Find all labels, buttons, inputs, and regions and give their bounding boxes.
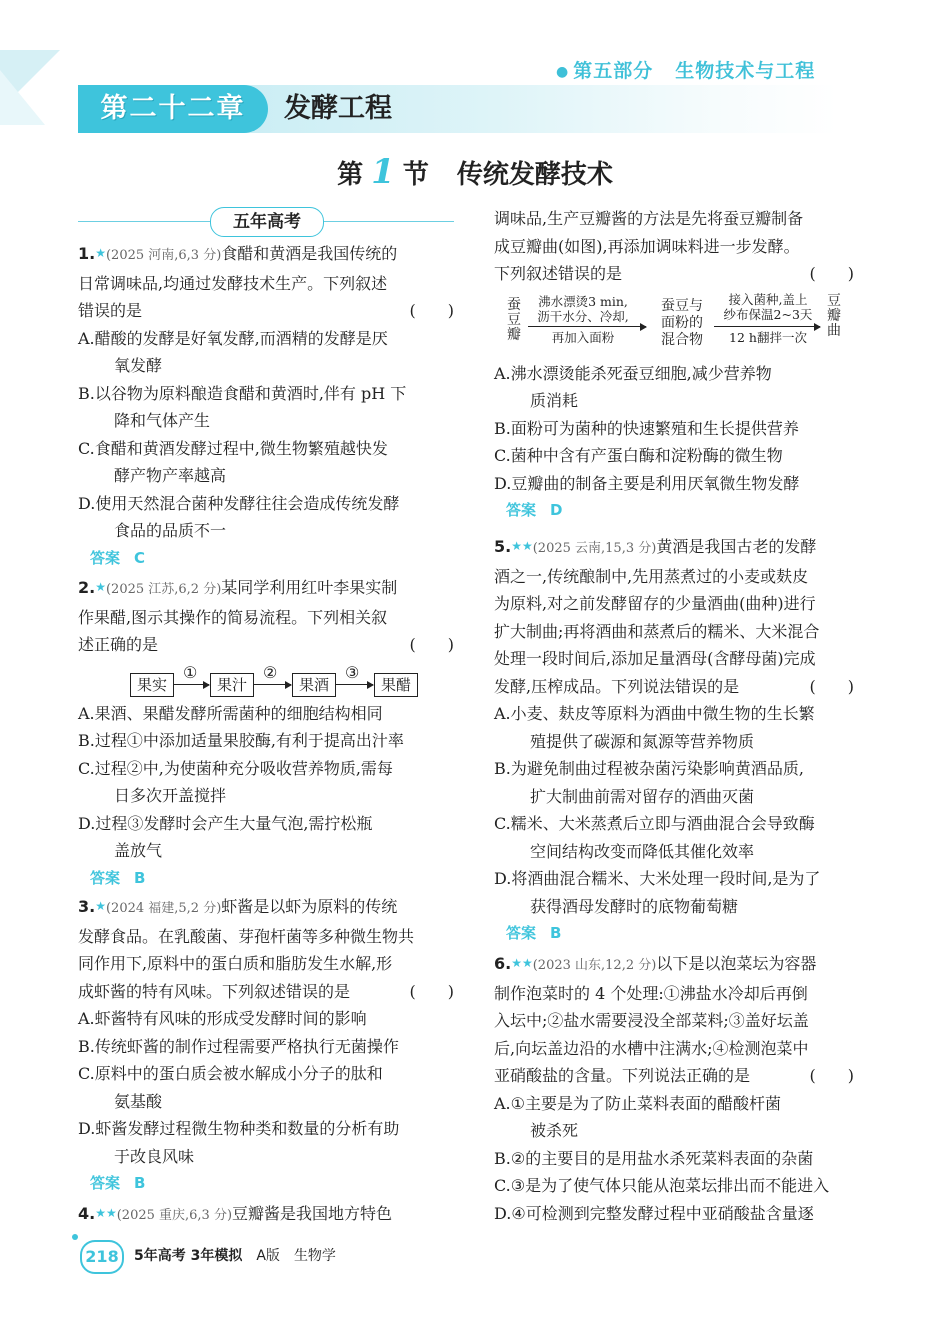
option-c: C.原料中的蛋白质会被水解成小分子的肽和 氨基酸: [78, 1064, 383, 1111]
option-c: C.过程②中,为使菌种充分吸收营养物质,需每 日多次开盖搅拌: [78, 758, 393, 805]
option-a: A.①主要是为了防止菜料表面的醋酸杆菌 被杀死: [494, 1093, 781, 1140]
stem-line: 发酵食品。在乳酸菌、芽孢杆菌等多种微生物共: [78, 926, 415, 946]
option-a: A.小麦、麸皮等原料为酒曲中微生物的生长繁 殖提供了碳源和氮源等营养物质: [494, 704, 815, 751]
page-dot-decoration: [72, 1234, 78, 1240]
flow-start: 蚕豆瓣: [507, 296, 521, 343]
option-a: A.虾酱特有风味的形成受发酵时间的影响: [78, 1009, 367, 1028]
flow-step2-top: 接入菌种,盖上 纱布保温2~3天: [723, 291, 813, 322]
section-title: [0, 152, 950, 192]
stem-line: 作果醋,图示其操作的简易流程。下列相关叙: [78, 607, 388, 627]
question-5: [494, 533, 854, 948]
stem-line: 述正确的是: [78, 635, 159, 654]
option-c: C.③是为了使气体只能从泡菜坛排出而不能进入: [494, 1176, 830, 1195]
answer-paren: ( ): [409, 981, 454, 1001]
question-source: (2024 福建,5,2 分): [105, 901, 222, 916]
option-d: D.虾酱发酵过程微生物种类和数量的分析有助 于改良风味: [78, 1119, 400, 1166]
section-name: 传统发酵技术: [456, 160, 613, 190]
option-a: A.果酒、果醋发酵所需菌种的细胞结构相同: [78, 703, 383, 723]
flow-diagram-douban: [494, 288, 854, 360]
question-3: [78, 893, 454, 1198]
question-number: 1.: [78, 244, 96, 263]
flow-step1-top: 沸水漂烫3 min, 沥干水分、冷却,: [537, 293, 629, 324]
option-b: B.为避免制曲过程被杂菌污染影响黄酒品质, 扩大制曲前需对留存的酒曲灭菌: [494, 759, 804, 806]
stem-line: 成豆瓣曲(如图),再添加调味料进一步发酵。: [494, 236, 800, 256]
question-6: [494, 950, 854, 1227]
answer-paren: ( ): [409, 301, 454, 320]
tag-line-right: [324, 221, 454, 222]
star-icon: ★★: [95, 1206, 117, 1220]
answer-paren: ( ): [809, 1066, 854, 1085]
flow-middle: 蚕豆与 面粉的 混合物: [661, 297, 703, 348]
column-tag: 五年高考: [210, 207, 324, 237]
flow-arrow: ②: [253, 684, 291, 685]
question-number: 4.: [78, 1204, 96, 1223]
star-icon: ★★: [511, 956, 533, 970]
stem-line: 食醋和黄酒是我国传统的: [221, 244, 398, 263]
question-source: (2025 云南,15,3 分): [532, 541, 657, 556]
option-a: A.沸水漂烫能杀死蚕豆细胞,减少营养物 质消耗: [494, 363, 772, 410]
option-b: B.传统虾酱的制作过程需要严格执行无菌操作: [78, 1036, 399, 1056]
flow-arrow: [714, 326, 820, 327]
star-icon: ★: [95, 899, 106, 913]
question-source: (2025 重庆,6,3 分): [116, 1208, 233, 1223]
stem-line: 亚硝酸盐的含量。下列说法正确的是: [494, 1066, 751, 1085]
flow-arrow: ①: [173, 684, 209, 685]
flow-end: 豆瓣曲: [827, 292, 841, 339]
flow-box: 果酒: [292, 673, 336, 697]
page-number: 218: [80, 1240, 124, 1274]
option-d: D.使用天然混合菌种发酵往往会造成传统发酵 食品的品质不一: [78, 493, 400, 540]
flow-step1-bottom: 再加入面粉: [551, 329, 615, 345]
edition: A版: [256, 1248, 280, 1264]
flow-arrow: ③: [335, 684, 373, 685]
option-a: A.醋酸的发酵是好氧发酵,而酒精的发酵是厌 氧发酵: [78, 328, 388, 375]
question-source: (2025 河南,6,3 分): [105, 248, 222, 263]
option-b: B.过程①中添加适量果胶酶,有利于提高出汁率: [78, 731, 404, 750]
answer-paren: ( ): [409, 635, 454, 654]
option-b: B.②的主要目的是用盐水杀死菜料表面的杂菌: [494, 1148, 814, 1168]
option-c: C.食醋和黄酒发酵过程中,微生物繁殖越快发 酵产物产率越高: [78, 438, 388, 485]
question-number: 3.: [78, 897, 96, 916]
stem-line: 下列叙述错误的是: [494, 264, 623, 283]
question-source: (2023 山东,12,2 分): [532, 958, 657, 973]
chapter-label: 第二十二章: [78, 85, 268, 133]
stem-line: 豆瓣酱是我国地方特色: [232, 1204, 393, 1223]
chapter-title: 发酵工程: [284, 93, 392, 124]
stem-line: 错误的是: [78, 301, 143, 320]
question-4-start: [78, 1200, 454, 1230]
flow-step2-bottom: 12 h翻拌一次: [729, 329, 807, 345]
stem-line: 日常调味品,均通过发酵技术生产。下列叙述: [78, 273, 388, 293]
stem-line: 入坛中;②盐水需要浸没全部菜料;③盖好坛盖: [494, 1011, 809, 1030]
answer: 答案 D: [506, 501, 563, 519]
answer: 答案 B: [90, 868, 146, 887]
tag-line-left: [78, 221, 210, 222]
answer: 答案 B: [506, 924, 562, 942]
question-2: [78, 574, 454, 892]
book-title: 5年高考 3年模拟: [134, 1248, 243, 1264]
option-b: B.以谷物为原料酿造食醋和黄酒时,伴有 pH 下 降和气体产生: [78, 383, 407, 430]
stem-line: 调味品,生产豆瓣酱的方法是先将蚕豆瓣制备: [494, 209, 804, 228]
question-number: 2.: [78, 578, 96, 597]
question-4-continued: [494, 205, 854, 525]
stem-line: 处理一段时间后,添加足量酒母(含酵母菌)完成: [494, 649, 816, 668]
flow-arrow: [528, 326, 646, 327]
answer: 答案 B: [90, 1174, 146, 1192]
answer: 答案 C: [90, 548, 146, 567]
star-icon: ★: [95, 246, 106, 260]
stem-line: 发酵,压榨成品。下列说法错误的是: [494, 676, 740, 696]
part-heading: [556, 56, 815, 83]
option-d: D.豆瓣曲的制备主要是利用厌氧微生物发酵: [494, 473, 800, 493]
question-number: 5.: [494, 537, 512, 556]
stem-line: 以下是以泡菜坛为容器: [656, 954, 817, 973]
stem-line: 黄酒是我国古老的发酵: [656, 537, 817, 556]
stem-line: 制作泡菜时的 4 个处理:①沸盐水冷却后再倒: [494, 983, 808, 1003]
section-number: 1: [371, 152, 395, 192]
stem-line: 酒之一,传统酿制中,先用蒸煮过的小麦或麸皮: [494, 566, 809, 586]
question-source: (2025 江苏,6,2 分): [105, 582, 222, 597]
star-icon: ★: [95, 580, 106, 594]
footer-book-info: [134, 1245, 336, 1265]
option-c: C.菌种中含有产蛋白酶和淀粉酶的微生物: [494, 446, 783, 465]
flow-box: 果醋: [374, 673, 418, 697]
part-title: 生物技术与工程: [675, 60, 816, 82]
option-d: D.将酒曲混合糯米、大米处理一段时间,是为了 获得酒母发酵时的底物葡萄糖: [494, 869, 821, 916]
star-icon: ★★: [511, 539, 533, 553]
section-prefix: 第: [337, 160, 364, 190]
answer-paren: ( ): [809, 264, 854, 283]
option-b: B.面粉可为菌种的快速繁殖和生长提供营养: [494, 418, 799, 438]
option-c: C.糯米、大米蒸煮后立即与酒曲混合会导致酶 空间结构改变而降低其催化效率: [494, 814, 815, 861]
question-number: 6.: [494, 954, 512, 973]
flow-box: 果汁: [210, 673, 254, 697]
stem-line: 扩大制曲;再将酒曲和蒸煮后的糯米、大米混合: [494, 621, 820, 641]
answer-paren: ( ): [809, 676, 854, 696]
part-label: 第五部分: [573, 60, 654, 82]
section-suffix: 节: [402, 160, 429, 190]
subject: 生物学: [293, 1248, 336, 1264]
stem-line: 为原料,对之前发酵留存的少量酒曲(曲种)进行: [494, 594, 816, 613]
flow-diagram-fruit-vinegar: [78, 659, 454, 703]
option-d: D.过程③发酵时会产生大量气泡,需拧松瓶 盖放气: [78, 813, 373, 860]
dot-icon: ●: [556, 63, 570, 80]
chapter-banner: [78, 85, 838, 133]
stem-line: 虾酱是以虾为原料的传统: [221, 897, 398, 916]
corner-decoration: [0, 50, 80, 125]
question-1: [78, 240, 454, 572]
stem-line: 同作用下,原料中的蛋白质和脂肪发生水解,形: [78, 954, 393, 973]
stem-line: 某同学利用红叶李果实制: [221, 578, 398, 597]
stem-line: 成虾酱的特有风味。下列叙述错误的是: [78, 981, 351, 1001]
flow-box: 果实: [130, 673, 174, 697]
stem-line: 后,向坛盖边沿的水槽中注满水;④检测泡菜中: [494, 1038, 809, 1058]
option-d: D.④可检测到完整发酵过程中亚硝酸盐含量逐: [494, 1203, 814, 1223]
